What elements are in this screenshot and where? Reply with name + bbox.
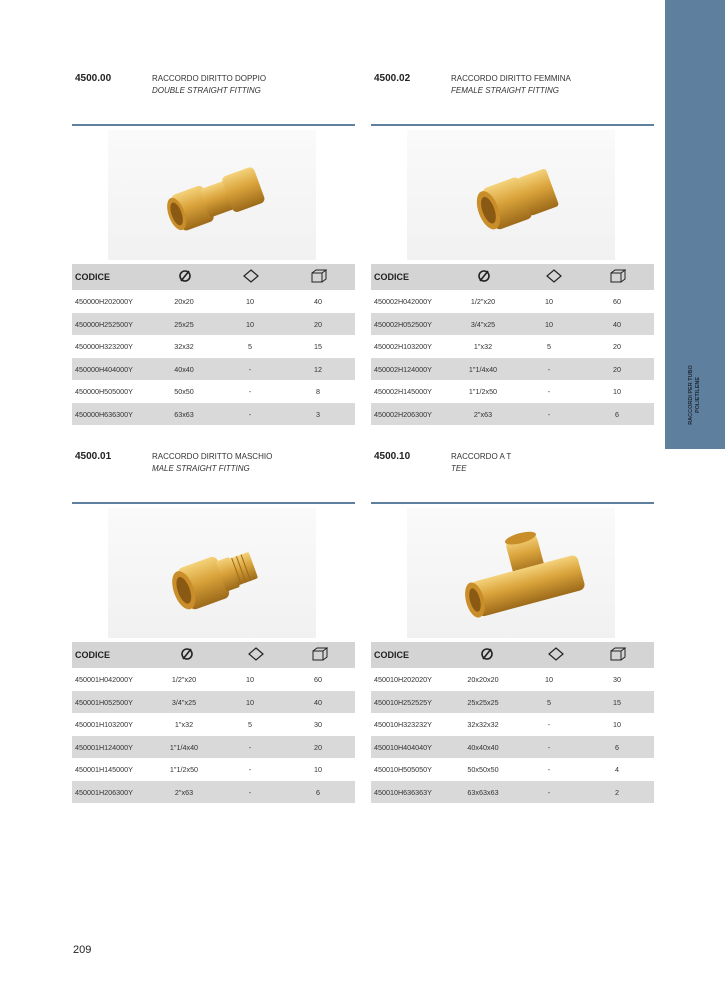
- product-subtitle: TEE: [451, 464, 467, 473]
- pack-qty-cell-value: 5: [248, 720, 252, 729]
- section-divider: [72, 124, 355, 126]
- table-row: [72, 736, 355, 759]
- hexagon-icon: [548, 647, 564, 666]
- product-photo-double-straight-fitting: [108, 130, 316, 260]
- section-divider: [371, 502, 654, 504]
- table-row: [371, 290, 654, 313]
- dimension-cell-value: 50x50x50: [467, 765, 499, 774]
- table-header: [371, 642, 654, 668]
- pack-qty-cell-value: -: [248, 742, 252, 752]
- product-subtitle: FEMALE STRAIGHT FITTING: [451, 86, 560, 95]
- pack-qty-cell-value: 10: [246, 675, 254, 684]
- product-code-cell: 450010H636363Y: [374, 787, 432, 797]
- pack-qty-cell-value: -: [547, 387, 551, 396]
- box-qty-cell-value: 15: [613, 697, 621, 707]
- side-tab-line1: RACCORDI PER TUBO: [688, 365, 694, 425]
- product-photo-tee-fitting: [407, 508, 615, 638]
- table-row: [72, 668, 355, 691]
- table-header: [371, 264, 654, 290]
- table-row: [371, 781, 654, 804]
- product-section-4500-02: [371, 73, 655, 433]
- table-row: [72, 713, 355, 736]
- product-section-4500-01: [72, 451, 356, 811]
- product-photo-female-straight-fitting: [407, 130, 615, 260]
- table-row: [72, 380, 355, 403]
- pack-qty-cell-value: 10: [545, 297, 553, 306]
- pack-qty-cell-value: -: [248, 387, 252, 396]
- diameter-icon: [178, 269, 192, 288]
- product-code-cell: 450010H404040Y: [374, 742, 432, 752]
- box-qty-cell-value: 15: [314, 342, 322, 351]
- page-number: 209: [73, 944, 92, 956]
- product-title-block: [152, 73, 266, 97]
- product-photo-male-straight-fitting: [108, 508, 316, 638]
- product-code: 4500.10: [374, 451, 411, 462]
- product-code-cell: 450010H323232Y: [374, 720, 432, 729]
- box-qty-cell-value: 40: [613, 319, 621, 329]
- table-header: [72, 264, 355, 290]
- hexagon-icon: [243, 269, 259, 288]
- pack-qty-cell-value: -: [547, 765, 551, 774]
- pack-qty-cell-value: -: [547, 364, 551, 374]
- product-table: [371, 642, 654, 803]
- table-row: [371, 668, 654, 691]
- dimension-cell-value: 40x40x40: [467, 742, 499, 752]
- dimension-cell-value: 1"1/4x40: [468, 364, 498, 374]
- table-row: [371, 335, 654, 358]
- table-row: [72, 758, 355, 781]
- box-qty-cell-value: 20: [613, 364, 621, 374]
- pack-qty-cell-value: 10: [246, 319, 254, 329]
- product-section-4500-00: [72, 73, 356, 433]
- product-code-cell: 450001H042000Y: [75, 675, 133, 684]
- table-row: [371, 691, 654, 714]
- dimension-cell-value: 25x25: [174, 319, 194, 329]
- hexagon-icon: [248, 647, 264, 666]
- side-tab-label: [688, 365, 702, 425]
- box-qty-cell-value: 40: [314, 297, 322, 306]
- box-icon: [311, 269, 327, 288]
- pack-qty-cell-value: 10: [545, 319, 553, 329]
- product-subtitle: MALE STRAIGHT FITTING: [152, 464, 250, 473]
- table-row: [72, 781, 355, 804]
- dimension-cell-value: 1/2"x20: [470, 297, 496, 306]
- product-code-cell: 450010H505050Y: [374, 765, 432, 774]
- product-code-cell: 450000H252500Y: [75, 319, 133, 329]
- dimension-cell-value: 20x20: [174, 297, 194, 306]
- header-code: CODICE: [75, 272, 111, 282]
- product-title: RACCORDO A T: [451, 452, 512, 461]
- side-tab-line2: POLIETILENE: [695, 376, 701, 414]
- product-subtitle: DOUBLE STRAIGHT FITTING: [152, 86, 261, 95]
- box-icon: [610, 647, 626, 666]
- dimension-cell-value: 50x50: [174, 387, 194, 396]
- pack-qty-cell-value: -: [547, 720, 551, 729]
- product-code-cell: 450010H252525Y: [374, 697, 432, 707]
- header-code: CODICE: [374, 272, 410, 282]
- box-qty-cell-value: 30: [314, 720, 322, 729]
- product-section-4500-10: [371, 451, 655, 811]
- pack-qty-cell-value: -: [248, 364, 252, 374]
- pack-qty-cell-value: -: [248, 787, 252, 797]
- table-row: [371, 380, 654, 403]
- table-row: [371, 403, 654, 426]
- box-qty-cell-value: 60: [613, 297, 621, 306]
- dimension-cell-value: 63x63x63: [467, 787, 499, 797]
- product-code-cell: 450002H052500Y: [374, 319, 432, 329]
- dimension-cell-value: 1"1/4x40: [169, 742, 199, 752]
- table-row: [72, 335, 355, 358]
- pack-qty-cell-value: 5: [547, 342, 551, 351]
- product-code-cell: 450001H052500Y: [75, 697, 133, 707]
- hexagon-icon: [546, 269, 562, 288]
- table-row: [371, 713, 654, 736]
- pack-qty-cell-value: 10: [246, 697, 254, 707]
- box-qty-cell-value: 3: [316, 409, 320, 419]
- pack-qty-cell-value: 5: [547, 697, 551, 707]
- product-table: [371, 264, 654, 425]
- side-tab: [665, 0, 725, 449]
- box-qty-cell-value: 10: [613, 387, 621, 396]
- header-code: CODICE: [75, 650, 111, 660]
- diameter-icon: [480, 647, 494, 666]
- box-qty-cell-value: 60: [314, 675, 322, 684]
- dimension-cell-value: 3/4"x25: [171, 697, 197, 707]
- pack-qty-cell-value: 5: [248, 342, 252, 351]
- dimension-cell-value: 2"x63: [473, 409, 493, 419]
- pack-qty-cell-value: -: [547, 409, 551, 419]
- dimension-cell-value: 32x32: [174, 342, 194, 351]
- box-qty-cell-value: 20: [613, 342, 621, 351]
- product-code-cell: 450001H124000Y: [75, 742, 133, 752]
- dimension-cell-value: 2"x63: [174, 787, 194, 797]
- table-row: [371, 358, 654, 381]
- table-header: [72, 642, 355, 668]
- product-title: RACCORDO DIRITTO MASCHIO: [152, 452, 273, 461]
- diameter-icon: [477, 269, 491, 288]
- product-code-cell: 450000H323200Y: [75, 342, 133, 351]
- table-row: [72, 358, 355, 381]
- dimension-cell-value: 1"x32: [473, 342, 493, 351]
- product-code-cell: 450000H202000Y: [75, 297, 133, 306]
- table-row: [72, 403, 355, 426]
- box-qty-cell-value: 20: [314, 319, 322, 329]
- product-code-cell: 450001H206300Y: [75, 787, 133, 797]
- product-code-cell: 450001H145000Y: [75, 765, 133, 774]
- section-divider: [371, 124, 654, 126]
- dimension-cell-value: 20x20x20: [467, 675, 499, 684]
- box-qty-cell-value: 6: [615, 409, 619, 419]
- product-table: [72, 642, 355, 803]
- pack-qty-cell-value: 10: [246, 297, 254, 306]
- dimension-cell-value: 1"1/2x50: [169, 765, 199, 774]
- table-row: [72, 290, 355, 313]
- product-code-cell: 450002H124000Y: [374, 364, 432, 374]
- box-qty-cell-value: 40: [314, 697, 322, 707]
- product-code-cell: 450000H636300Y: [75, 409, 133, 419]
- product-title: RACCORDO DIRITTO FEMMINA: [451, 74, 571, 83]
- pack-qty-cell-value: 10: [545, 675, 553, 684]
- table-row: [72, 691, 355, 714]
- box-qty-cell-value: 12: [314, 364, 322, 374]
- table-row: [371, 313, 654, 336]
- product-code: 4500.01: [75, 451, 112, 462]
- product-code-cell: 450010H202020Y: [374, 675, 432, 684]
- dimension-cell-value: 1/2"x20: [171, 675, 197, 684]
- product-code-cell: 450000H505000Y: [75, 387, 133, 396]
- product-code-cell: 450002H042000Y: [374, 297, 432, 306]
- product-code-cell: 450002H206300Y: [374, 409, 432, 419]
- dimension-cell-value: 25x25x25: [467, 697, 499, 707]
- product-code: 4500.00: [75, 73, 112, 84]
- product-code-cell: 450000H404000Y: [75, 364, 133, 374]
- product-code-cell: 450002H103200Y: [374, 342, 432, 351]
- box-icon: [610, 269, 626, 288]
- product-code-cell: 450001H103200Y: [75, 720, 133, 729]
- box-icon: [312, 647, 328, 666]
- dimension-cell-value: 63x63: [174, 409, 194, 419]
- product-code: 4500.02: [374, 73, 411, 84]
- box-qty-cell-value: 10: [613, 720, 621, 729]
- box-qty-cell-value: 10: [314, 765, 322, 774]
- product-title-block: [451, 73, 571, 97]
- product-title-block: [451, 451, 511, 475]
- header-code: CODICE: [374, 650, 410, 660]
- dimension-cell-value: 1"1/2x50: [468, 387, 498, 396]
- product-code-cell: 450002H145000Y: [374, 387, 432, 396]
- box-qty-cell-value: 4: [615, 765, 619, 774]
- box-qty-cell-value: 8: [316, 387, 320, 396]
- box-qty-cell-value: 30: [613, 675, 621, 684]
- box-qty-cell-value: 6: [615, 742, 619, 752]
- dimension-cell-value: 1"x32: [174, 720, 194, 729]
- diameter-icon: [180, 647, 194, 666]
- box-qty-cell-value: 6: [316, 787, 320, 797]
- pack-qty-cell-value: -: [547, 787, 551, 797]
- table-row: [371, 758, 654, 781]
- product-title: RACCORDO DIRITTO DOPPIO: [152, 74, 267, 83]
- box-qty-cell-value: 20: [314, 742, 322, 752]
- pack-qty-cell-value: -: [547, 742, 551, 752]
- section-divider: [72, 502, 355, 504]
- dimension-cell-value: 40x40: [174, 364, 194, 374]
- product-title-block: [152, 451, 272, 475]
- table-row: [371, 736, 654, 759]
- box-qty-cell-value: 2: [615, 787, 619, 797]
- dimension-cell-value: 32x32x32: [467, 720, 499, 729]
- product-table: [72, 264, 355, 425]
- table-row: [72, 313, 355, 336]
- dimension-cell-value: 3/4"x25: [470, 319, 496, 329]
- pack-qty-cell-value: -: [248, 765, 252, 774]
- pack-qty-cell-value: -: [248, 409, 252, 419]
